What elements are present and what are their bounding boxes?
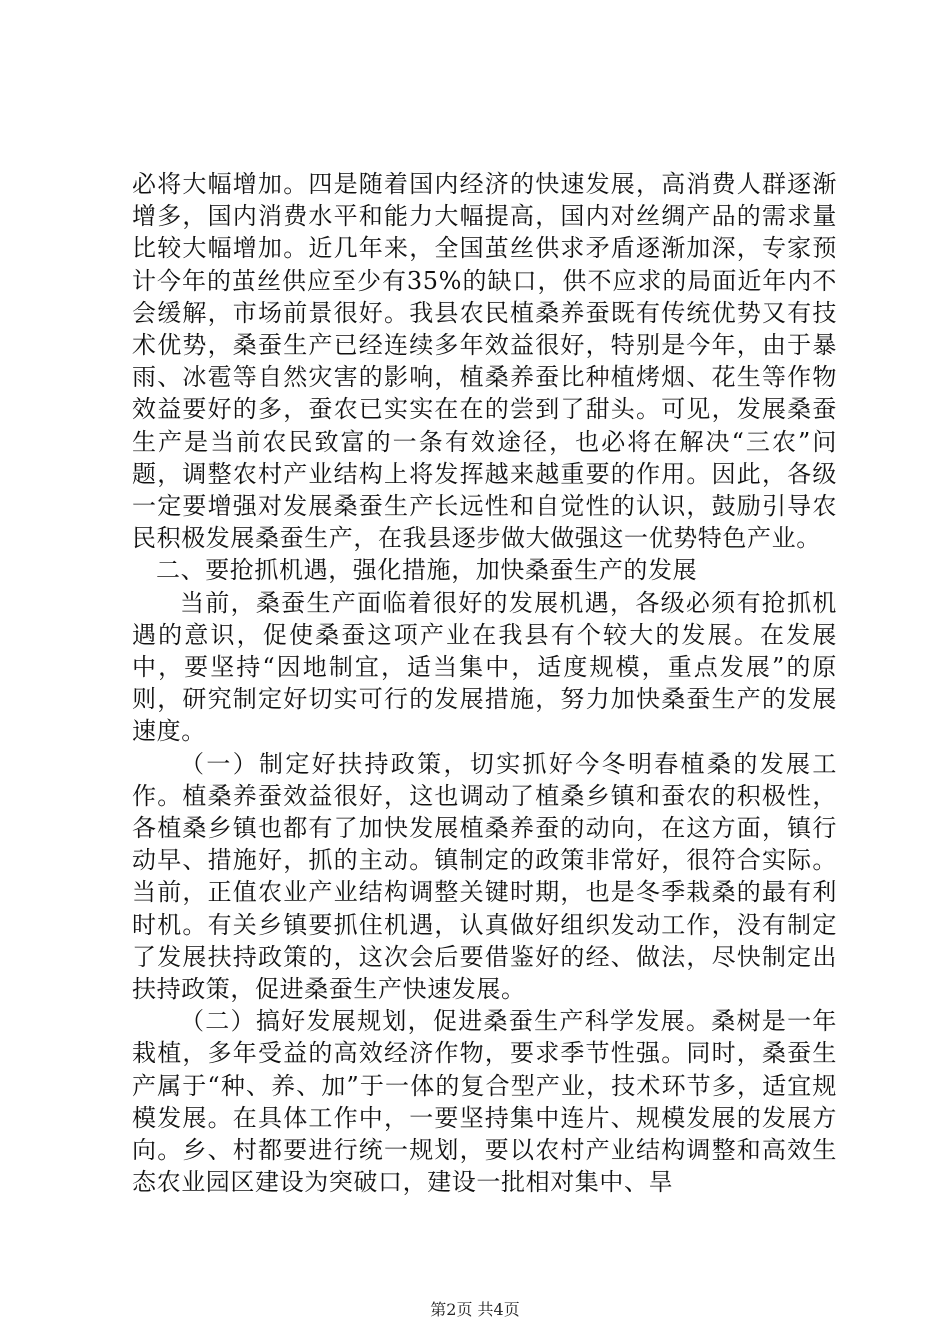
paragraph-planning: （二）搞好发展规划，促进桑蚕生产科学发展。桑树是一年栽植，多年受益的高效经济作物，要求季节性强。同时，桑蚕生产属于“种、养、加”于一体的复合型产业，技术环节多，适宜规模发展。在具体工作中，一要坚持集中连片、规模发展的发展方向。乡、村都要进行统一规划，要以农村产业结构调整和高效生态农业园区建设为突破口，建设一批相对集中、旱	[132, 1007, 837, 1197]
paragraph-policy: （一）制定好扶持政策，切实抓好今冬明春植桑的发展工作。植桑养蚕效益很好，这也调动了植桑乡镇和蚕农的积极性，各植桑乡镇也都有了加快发展植桑养蚕的动向，在这方面，镇行动早、措施好，抓的主动。镇制定的政策非常好，很符合实际。当前，正值农业产业结构调整关键时期，也是冬季栽桑的最有利时机。有关乡镇要抓住机遇，认真做好组织发动工作，没有制定了发展扶持政策的，这次会后要借鉴好的经、做法，尽快制定出扶持政策，促进桑蚕生产快速发展。	[132, 749, 837, 1004]
page-number-footer: 第2页 共4页	[430, 1300, 520, 1319]
section-heading-2: 二、要抢抓机遇，强化措施，加快桑蚕生产的发展	[156, 556, 698, 585]
paragraph-opportunity: 当前，桑蚕生产面临着很好的发展机遇，各级必须有抢抓机遇的意识，促使桑蚕这项产业在我县有个较大的发展。在发展中，要坚持“因地制宜，适当集中，适度规模，重点发展”的原则，研究制定好切实可行的发展措施，努力加快桑蚕生产的发展速度。	[132, 588, 837, 746]
document-body	[132, 168, 837, 1199]
paragraph-benefits: 必将大幅增加。四是随着国内经济的快速发展，高消费人群逐渐增多，国内消费水平和能力大幅提高，国内对丝绸产品的需求量比较大幅增加。近几年来，全国茧丝供求矛盾逐渐加深，专家预计今年的茧丝供应至少有35%的缺口，供不应求的局面近年内不会缓解，市场前景很好。我县农民植桑养蚕既有传统优势又有技术优势，桑蚕生产已经连续多年效益很好，特别是今年，由于暴雨、冰雹等自然灾害的影响，植桑养蚕比种植烤烟、花生等作物效益要好的多，蚕农已实实在在的尝到了甜头。可见，发展桑蚕生产是当前农民致富的一条有效途径，也必将在解决“三农”问题，调整农村产业结构上将发挥越来越重要的作用。因此，各级一定要增强对发展桑蚕生产长远性和自觉性的认识，鼓励引导农民积极发展桑蚕生产，在我县逐步做大做强这一优势特色产业。	[132, 170, 837, 553]
